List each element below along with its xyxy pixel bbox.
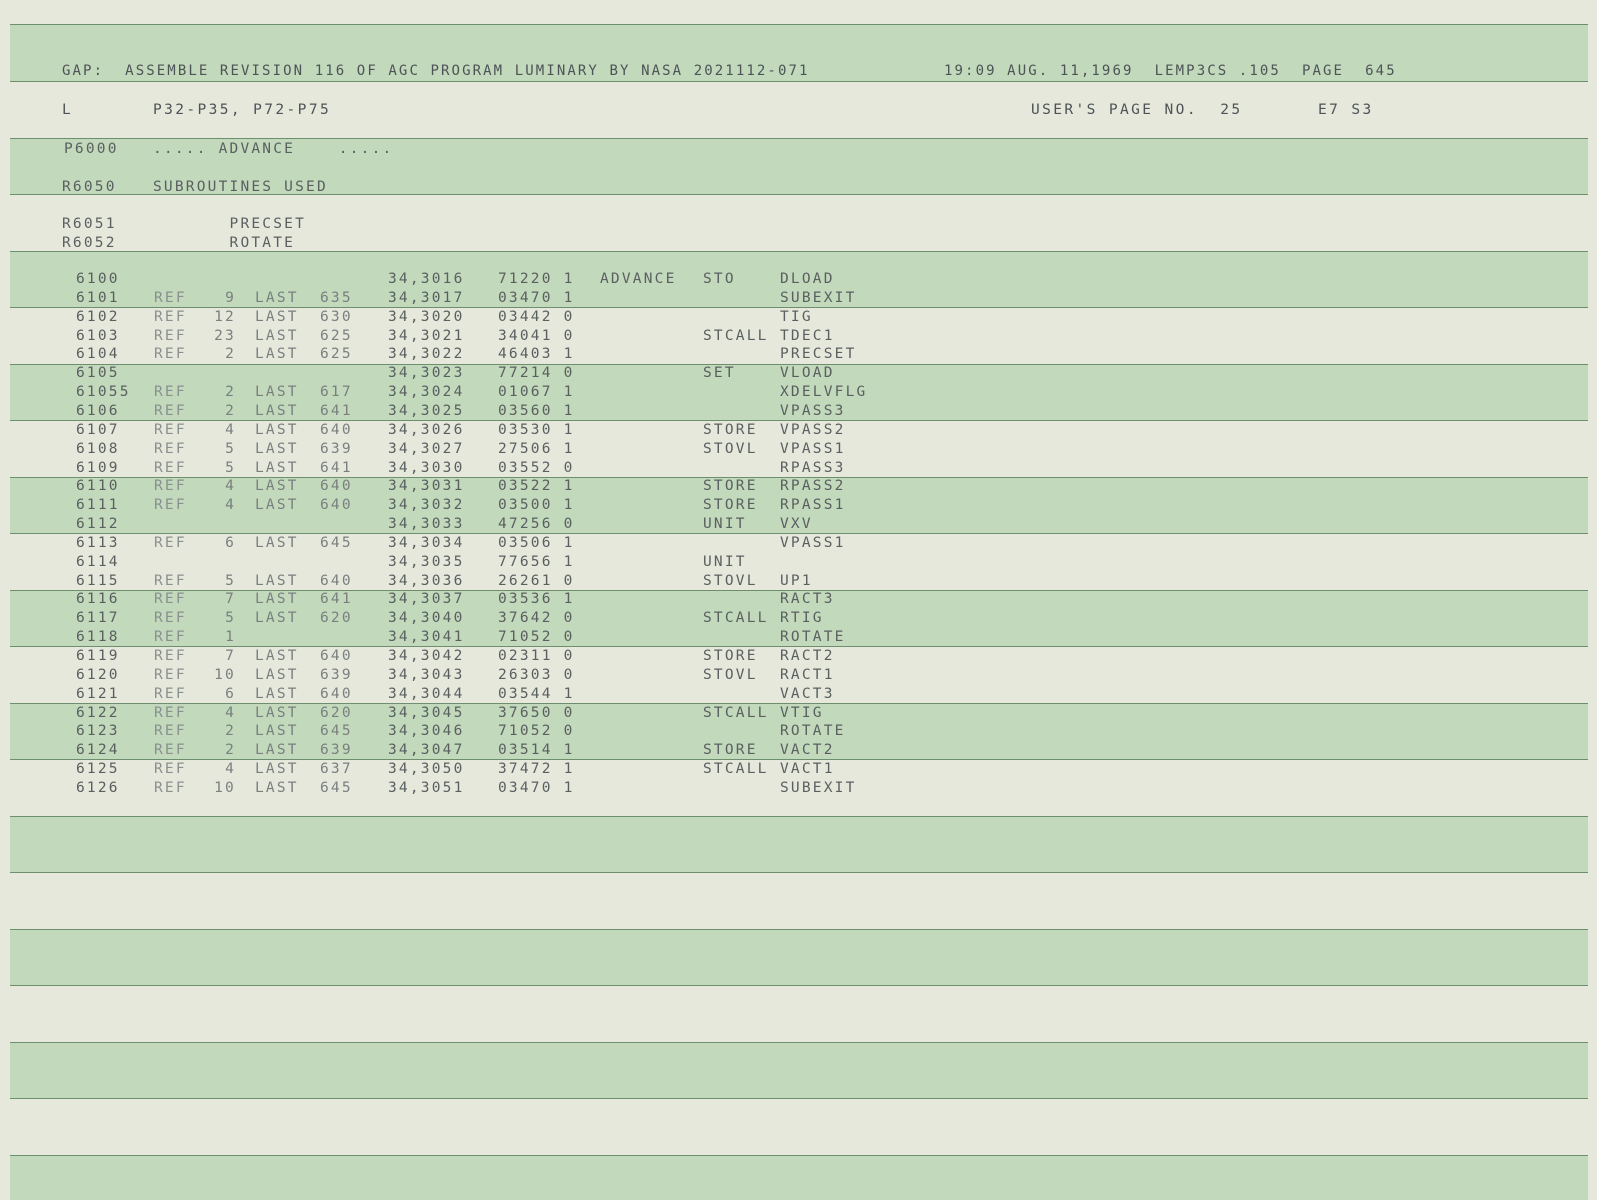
address: 34,3023 (388, 365, 465, 382)
preamble-text: PRECSET (153, 216, 307, 232)
octal-word: 47256 0 (498, 516, 575, 533)
opcode: STORE (703, 742, 758, 759)
address: 34,3020 (388, 308, 465, 325)
ref-count: 1 (225, 629, 236, 646)
line-number: 6103 (76, 327, 120, 344)
last-page: 645 (320, 723, 353, 740)
ref-count: 4 (225, 761, 236, 778)
line-number: 6118 (76, 629, 120, 646)
operand: TDEC1 (780, 327, 835, 344)
ref-marker: REF (154, 610, 187, 627)
octal-word: 02311 0 (498, 648, 575, 664)
ref-marker: REF (154, 685, 187, 702)
address: 34,3042 (388, 648, 465, 664)
line-number: 6111 (76, 497, 120, 514)
last-marker: LAST (255, 478, 299, 495)
address: 34,3030 (388, 459, 465, 476)
paper-band (10, 1155, 1588, 1200)
listing-row (0, 741, 1597, 760)
ref-marker: REF (154, 723, 187, 740)
line-number: 6113 (76, 534, 120, 551)
last-marker: LAST (255, 289, 299, 306)
last-marker: LAST (255, 402, 299, 419)
octal-word: 03544 1 (498, 685, 575, 702)
opcode: STOVL (703, 440, 758, 457)
ref-count: 7 (225, 591, 236, 608)
octal-word: 37642 0 (498, 610, 575, 627)
ref-count: 4 (225, 421, 236, 438)
octal-word: 03522 1 (498, 478, 575, 495)
last-marker: LAST (255, 723, 299, 740)
last-marker: LAST (255, 308, 299, 325)
line-number: 6117 (76, 610, 120, 627)
listing-row (0, 289, 1597, 308)
opcode: STORE (703, 648, 758, 664)
last-marker: LAST (255, 648, 299, 664)
assembly-header: GAP: ASSEMBLE REVISION 116 OF AGC PROGRAM LUMINARY BY NASA 2021112-071 (62, 63, 810, 79)
ref-marker: REF (154, 497, 187, 514)
line-number: 6115 (76, 572, 120, 589)
address: 34,3047 (388, 742, 465, 759)
address: 34,3046 (388, 723, 465, 740)
section-title: P32-P35, P72-P75 (153, 102, 332, 118)
ref-marker: REF (154, 648, 187, 664)
opcode: STCALL (703, 761, 769, 778)
address: 34,3050 (388, 761, 465, 778)
address: 34,3032 (388, 497, 465, 514)
address: 34,3027 (388, 440, 465, 457)
last-page: 617 (320, 384, 353, 401)
last-page: 640 (320, 478, 353, 495)
ref-marker: REF (154, 666, 187, 683)
listing-row (0, 628, 1597, 647)
last-marker: LAST (255, 704, 299, 721)
paper-band (10, 929, 1588, 985)
operand: XDELVFLG (780, 384, 868, 401)
octal-word: 37472 1 (498, 761, 575, 778)
listing-row (0, 364, 1597, 383)
octal-word: 77214 0 (498, 365, 575, 382)
last-marker: LAST (255, 346, 299, 363)
ref-count: 5 (225, 610, 236, 627)
line-number: 6112 (76, 516, 120, 533)
octal-word: 03514 1 (498, 742, 575, 759)
line-number: 6109 (76, 459, 120, 476)
ref-count: 9 (225, 289, 236, 306)
operand: VPASS1 (780, 534, 846, 551)
band-rule (10, 24, 1588, 25)
line-number: 6100 (76, 271, 120, 287)
line-number: 6101 (76, 289, 120, 306)
ref-count: 23 (214, 327, 236, 344)
ref-marker: REF (154, 629, 187, 646)
last-page: 641 (320, 591, 353, 608)
ref-marker: REF (154, 742, 187, 759)
line-number: 6123 (76, 723, 120, 740)
opcode: STOVL (703, 572, 758, 589)
address: 34,3037 (388, 591, 465, 608)
ref-count: 2 (225, 723, 236, 740)
ref-marker: REF (154, 478, 187, 495)
line-number: 6122 (76, 704, 120, 721)
operand: ROTATE (780, 723, 846, 740)
label: ADVANCE (600, 271, 677, 287)
listing-row (0, 534, 1597, 553)
octal-word: 03560 1 (498, 402, 575, 419)
listing-row (0, 308, 1597, 327)
band-rule (10, 872, 1588, 873)
ref-count: 4 (225, 497, 236, 514)
octal-word: 03506 1 (498, 534, 575, 551)
last-marker: LAST (255, 779, 299, 796)
last-page: 641 (320, 459, 353, 476)
ref-marker: REF (154, 591, 187, 608)
octal-word: 34041 0 (498, 327, 575, 344)
operand: VXV (780, 516, 813, 533)
ref-count: 2 (225, 742, 236, 759)
line-number: 6105 (76, 365, 120, 382)
line-number: 6124 (76, 742, 120, 759)
ref-marker: REF (154, 459, 187, 476)
operand: RPASS3 (780, 459, 846, 476)
octal-word: 26261 0 (498, 572, 575, 589)
line-number: 61055 (76, 384, 131, 401)
last-marker: LAST (255, 459, 299, 476)
opcode: STCALL (703, 704, 769, 721)
line-number: 6116 (76, 591, 120, 608)
listing-row (0, 383, 1597, 402)
last-marker: LAST (255, 591, 299, 608)
last-page: 640 (320, 572, 353, 589)
preamble-id: R6050 (62, 179, 117, 195)
ref-marker: REF (154, 327, 187, 344)
page-code: E7 S3 (1318, 102, 1374, 118)
ref-count: 2 (225, 402, 236, 419)
last-marker: LAST (255, 685, 299, 702)
listing-row (0, 402, 1597, 421)
preamble-id: R6051 (62, 216, 117, 232)
operand: RACT2 (780, 648, 835, 664)
ref-count: 2 (225, 384, 236, 401)
octal-word: 03470 1 (498, 289, 575, 306)
listing-row (0, 722, 1597, 741)
ref-marker: REF (154, 704, 187, 721)
opcode: STORE (703, 478, 758, 495)
operand: RPASS1 (780, 497, 846, 514)
last-page: 640 (320, 685, 353, 702)
address: 34,3044 (388, 685, 465, 702)
address: 34,3051 (388, 779, 465, 796)
band-rule (10, 929, 1588, 930)
address: 34,3035 (388, 553, 465, 570)
ref-count: 4 (225, 704, 236, 721)
run-timestamp: 19:09 AUG. 11,1969 LEMP3CS .105 PAGE 645 (944, 63, 1397, 79)
octal-word: 27506 1 (498, 440, 575, 457)
operand: TIG (780, 308, 813, 325)
listing-row (0, 496, 1597, 515)
band-rule (10, 816, 1588, 817)
address: 34,3026 (388, 421, 465, 438)
listing-row (0, 459, 1597, 478)
listing-row (0, 553, 1597, 572)
ref-count: 5 (225, 440, 236, 457)
operand: UP1 (780, 572, 813, 589)
band-rule (10, 138, 1588, 139)
last-marker: LAST (255, 666, 299, 683)
operand: VACT3 (780, 685, 835, 702)
octal-word: 77656 1 (498, 553, 575, 570)
line-number: 6125 (76, 761, 120, 778)
line-number: 6121 (76, 685, 120, 702)
opcode: STORE (703, 421, 758, 438)
last-page: 635 (320, 289, 353, 306)
ref-count: 2 (225, 346, 236, 363)
ref-marker: REF (154, 289, 187, 306)
opcode: STORE (703, 497, 758, 514)
operand: VPASS2 (780, 421, 846, 438)
ref-marker: REF (154, 761, 187, 778)
last-page: 641 (320, 402, 353, 419)
last-page: 620 (320, 704, 353, 721)
listing-row (0, 572, 1597, 591)
preamble-text: ROTATE (153, 235, 296, 251)
octal-word: 37650 0 (498, 704, 575, 721)
operand: RACT1 (780, 666, 835, 683)
last-marker: LAST (255, 742, 299, 759)
last-page: 645 (320, 779, 353, 796)
ref-count: 6 (225, 534, 236, 551)
last-marker: LAST (255, 572, 299, 589)
last-page: 639 (320, 742, 353, 759)
listing-row (0, 704, 1597, 723)
address: 34,3025 (388, 402, 465, 419)
last-page: 625 (320, 327, 353, 344)
ref-marker: REF (154, 384, 187, 401)
opcode: STCALL (703, 327, 769, 344)
opcode: STCALL (703, 610, 769, 627)
operand: RPASS2 (780, 478, 846, 495)
preamble-id: R6052 (62, 235, 117, 251)
octal-word: 03536 1 (498, 591, 575, 608)
opcode: STO (703, 271, 736, 287)
last-marker: LAST (255, 534, 299, 551)
preamble-text: SUBROUTINES USED (153, 179, 328, 195)
octal-word: 03530 1 (498, 421, 575, 438)
ref-count: 10 (214, 779, 236, 796)
last-page: 625 (320, 346, 353, 363)
operand: PRECSET (780, 346, 857, 363)
address: 34,3040 (388, 610, 465, 627)
last-page: 630 (320, 308, 353, 325)
address: 34,3022 (388, 346, 465, 363)
address: 34,3045 (388, 704, 465, 721)
ref-count: 7 (225, 648, 236, 664)
line-number: 6107 (76, 421, 120, 438)
address: 34,3016 (388, 271, 465, 287)
listing-row (0, 345, 1597, 364)
line-number: 6119 (76, 648, 120, 664)
band-rule (10, 1155, 1588, 1156)
last-page: 640 (320, 497, 353, 514)
octal-word: 03552 0 (498, 459, 575, 476)
operand: SUBEXIT (780, 779, 857, 796)
paper-band (10, 1042, 1588, 1098)
preamble-text: ..... ADVANCE ..... (153, 141, 394, 157)
listing-row (0, 270, 1597, 289)
last-marker: LAST (255, 761, 299, 778)
listing-row (0, 779, 1597, 798)
ref-count: 5 (225, 459, 236, 476)
listing-row (0, 647, 1597, 666)
line-number: 6114 (76, 553, 120, 570)
operand: VPASS3 (780, 402, 846, 419)
last-marker: LAST (255, 327, 299, 344)
ref-count: 6 (225, 685, 236, 702)
band-rule (10, 985, 1588, 986)
ref-marker: REF (154, 346, 187, 363)
last-marker: LAST (255, 497, 299, 514)
ref-count: 10 (214, 666, 236, 683)
last-page: 639 (320, 666, 353, 683)
opcode: SET (703, 365, 736, 382)
address: 34,3017 (388, 289, 465, 306)
address: 34,3036 (388, 572, 465, 589)
line-number: 6102 (76, 308, 120, 325)
opcode: UNIT (703, 553, 747, 570)
line-number: 6120 (76, 666, 120, 683)
octal-word: 03500 1 (498, 497, 575, 514)
opcode: STOVL (703, 666, 758, 683)
band-rule (10, 1042, 1588, 1043)
octal-word: 71052 0 (498, 629, 575, 646)
octal-word: 01067 1 (498, 384, 575, 401)
line-number: 6108 (76, 440, 120, 457)
octal-word: 03470 1 (498, 779, 575, 796)
band-rule (10, 81, 1588, 82)
operand: VLOAD (780, 365, 835, 382)
address: 34,3043 (388, 666, 465, 683)
address: 34,3034 (388, 534, 465, 551)
ref-marker: REF (154, 779, 187, 796)
address: 34,3031 (388, 478, 465, 495)
last-page: 640 (320, 648, 353, 664)
listing-row (0, 421, 1597, 440)
ref-marker: REF (154, 421, 187, 438)
last-marker: LAST (255, 384, 299, 401)
listing-row (0, 477, 1597, 496)
address: 34,3024 (388, 384, 465, 401)
listing-row (0, 666, 1597, 685)
ref-count: 5 (225, 572, 236, 589)
ref-count: 4 (225, 478, 236, 495)
ref-count: 12 (214, 308, 236, 325)
listing-row (0, 327, 1597, 346)
ref-marker: REF (154, 308, 187, 325)
operand: VTIG (780, 704, 824, 721)
operand: DLOAD (780, 271, 835, 287)
last-page: 639 (320, 440, 353, 457)
listing-row (0, 515, 1597, 534)
address: 34,3033 (388, 516, 465, 533)
address: 34,3021 (388, 327, 465, 344)
band-rule (10, 1098, 1588, 1099)
last-page: 620 (320, 610, 353, 627)
octal-word: 26303 0 (498, 666, 575, 683)
last-marker: LAST (255, 421, 299, 438)
last-marker: LAST (255, 440, 299, 457)
octal-word: 71220 1 (498, 271, 575, 287)
listing-mode: L (62, 102, 74, 118)
last-page: 640 (320, 421, 353, 438)
operand: VACT1 (780, 761, 835, 778)
octal-word: 03442 0 (498, 308, 575, 325)
line-number: 6126 (76, 779, 120, 796)
line-number: 6104 (76, 346, 120, 363)
paper-band (10, 816, 1588, 872)
line-number: 6106 (76, 402, 120, 419)
listing-row (0, 590, 1597, 609)
address: 34,3041 (388, 629, 465, 646)
opcode: UNIT (703, 516, 747, 533)
listing-row (0, 760, 1597, 779)
last-page: 637 (320, 761, 353, 778)
line-number: 6110 (76, 478, 120, 495)
operand: VPASS1 (780, 440, 846, 457)
operand: VACT2 (780, 742, 835, 759)
listing-row (0, 609, 1597, 628)
operand: ROTATE (780, 629, 846, 646)
preamble-id: P6000 (64, 141, 119, 157)
listing-row (0, 440, 1597, 459)
ref-marker: REF (154, 534, 187, 551)
octal-word: 71052 0 (498, 723, 575, 740)
listing-row (0, 685, 1597, 704)
ref-marker: REF (154, 572, 187, 589)
operand: RACT3 (780, 591, 835, 608)
operand: SUBEXIT (780, 289, 857, 306)
last-marker: LAST (255, 610, 299, 627)
ref-marker: REF (154, 440, 187, 457)
operand: RTIG (780, 610, 824, 627)
octal-word: 46403 1 (498, 346, 575, 363)
ref-marker: REF (154, 402, 187, 419)
users-page-number: USER'S PAGE NO. 25 (1031, 102, 1243, 118)
last-page: 645 (320, 534, 353, 551)
